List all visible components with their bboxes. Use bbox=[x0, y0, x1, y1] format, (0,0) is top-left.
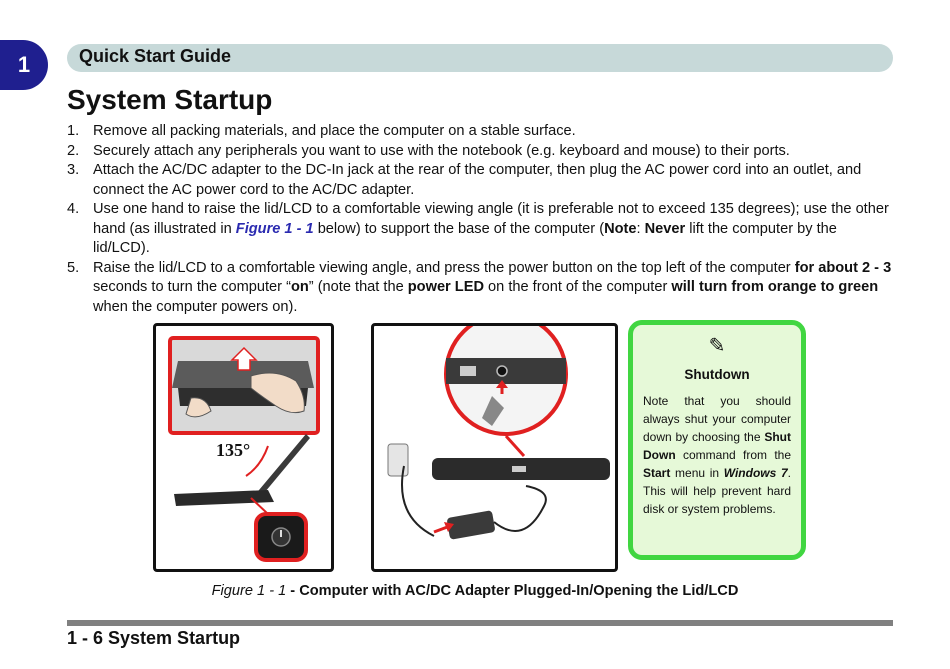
step-number: 1. bbox=[67, 123, 80, 139]
step-item bbox=[67, 161, 893, 200]
step-bold: for about 2 - 3 bbox=[794, 259, 892, 276]
figure-caption-label: Figure 1 - 1 bbox=[211, 583, 287, 599]
laptop-screen-side bbox=[254, 434, 310, 498]
step-bold: on bbox=[290, 279, 309, 295]
chapter-number: 1 bbox=[17, 52, 31, 77]
figure-caption-text: - Computer with AC/DC Adapter Plugged-In/Opening the Lid/LCD bbox=[286, 583, 739, 599]
step-bold: power LED bbox=[407, 279, 484, 295]
note-text: menu in bbox=[670, 466, 724, 480]
shutdown-note bbox=[628, 320, 806, 560]
angle-label: 135° bbox=[216, 440, 251, 460]
step-text: ” (note that the bbox=[308, 279, 408, 295]
pen-icon: ✎ bbox=[708, 335, 726, 357]
step-text: on the front of the computer bbox=[483, 279, 672, 295]
step-text: Remove all packing materials, and place the computer on a stable surface. bbox=[93, 123, 576, 139]
step-text: lift the computer by the lid/LCD). bbox=[93, 220, 837, 256]
windows-label: Windows 7 bbox=[723, 466, 788, 480]
figure-ac-adapter bbox=[371, 323, 618, 572]
steps-list bbox=[67, 122, 893, 317]
start-menu-label: Start bbox=[643, 466, 671, 480]
header-title: Quick Start Guide bbox=[79, 46, 232, 66]
ac-adapter-illustration bbox=[374, 326, 615, 569]
note-text: Note that you should always shut your computer down by choosing the bbox=[643, 394, 791, 444]
step-item bbox=[67, 259, 893, 318]
open-lid-illustration bbox=[156, 326, 331, 569]
ac-adapter-brick-icon bbox=[446, 510, 495, 540]
never-label: Never bbox=[644, 220, 686, 237]
note-text: command from the bbox=[675, 448, 791, 462]
note-label: Note bbox=[604, 220, 637, 237]
step-text: seconds to turn the computer “ bbox=[93, 279, 291, 295]
power-led-icon bbox=[512, 466, 526, 472]
step-text: Raise the lid/LCD to a comfortable viewing angle, and press the power button on the top left of the computer bbox=[93, 259, 795, 276]
note-title: Shutdown bbox=[684, 367, 750, 382]
header-bar bbox=[67, 44, 893, 72]
note-body bbox=[643, 392, 791, 518]
step-text: Securely attach any peripherals you want to use with the notebook (e.g. keyboard and mouse) to their ports. bbox=[93, 142, 790, 159]
arrow-line bbox=[506, 436, 524, 456]
figure-open-lid bbox=[153, 323, 334, 572]
step-number: 4. bbox=[67, 201, 80, 217]
step-number: 5. bbox=[67, 259, 80, 276]
footer-page-label: 1 - 6 System Startup bbox=[67, 628, 241, 648]
step-number: 2. bbox=[67, 142, 80, 159]
dc-cord bbox=[494, 486, 546, 531]
figure-caption bbox=[0, 583, 950, 599]
step-text: below) to support the base of the computer ( bbox=[313, 220, 605, 237]
laptop-base-side bbox=[174, 490, 274, 506]
wall-outlet-icon bbox=[388, 444, 408, 476]
step-item bbox=[67, 122, 893, 142]
dc-in-jack-icon bbox=[497, 366, 507, 376]
step-text: Attach the AC/DC adapter to the DC-In jack at the rear of the computer, then plug the AC power cord into an outlet, and connect the AC power cord to the AC/DC adapter. bbox=[93, 162, 862, 198]
figure-reference-link[interactable]: Figure 1 - 1 bbox=[235, 220, 314, 237]
page-title: System Startup bbox=[67, 84, 273, 115]
step-text: Use one hand to raise the lid/LCD to a comfortable viewing angle (it is preferable not to exceed 135 degrees); use the other hand (as illustrated in bbox=[93, 201, 889, 237]
step-bold: will turn from orange to green bbox=[671, 279, 879, 295]
footer-rule bbox=[67, 620, 893, 626]
step-number: 3. bbox=[67, 162, 80, 178]
step-text: : bbox=[636, 220, 645, 237]
shutdown-command: Shut Down bbox=[643, 430, 791, 462]
port-icon bbox=[460, 366, 476, 376]
step-item bbox=[67, 142, 893, 162]
chapter-tab bbox=[0, 40, 48, 90]
step-item bbox=[67, 200, 893, 259]
note-text: . This will help prevent hard disk or system problems. bbox=[643, 466, 792, 516]
ac-cord bbox=[402, 466, 434, 536]
step-text: when the computer powers on). bbox=[93, 298, 298, 315]
